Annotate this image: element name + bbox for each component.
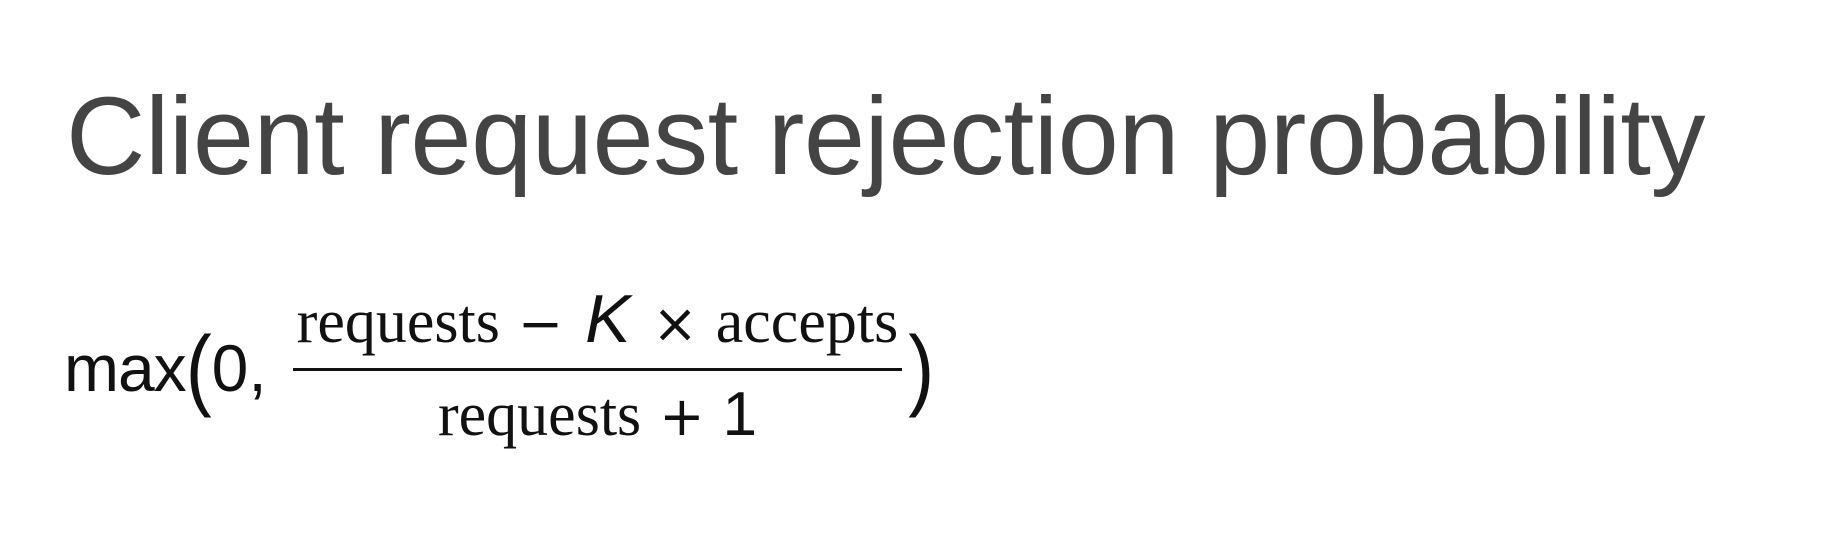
formula-numerator [293, 281, 902, 362]
formula-function-name: max [64, 331, 186, 405]
formula-denominator [434, 377, 761, 455]
formula-open-paren: ( [185, 316, 212, 419]
numerator-requests: requests [296, 288, 500, 356]
denominator-plus-operator: + [659, 385, 705, 448]
denominator-requests: requests [438, 381, 642, 449]
denominator-one: 1 [722, 380, 757, 449]
numerator-constant-k: K [585, 281, 631, 357]
numerator-accepts: accepts [715, 288, 899, 356]
page-title: Client request rejection probability [66, 75, 1705, 198]
numerator-times-operator: × [652, 292, 698, 355]
fraction-bar [293, 368, 902, 371]
formula-separator: , [248, 331, 267, 405]
formula-fraction [293, 281, 902, 455]
formula-first-argument: 0 [211, 331, 249, 405]
rejection-probability-formula [64, 278, 934, 458]
formula-close-paren: ) [908, 316, 935, 419]
numerator-minus-operator: − [517, 292, 564, 355]
